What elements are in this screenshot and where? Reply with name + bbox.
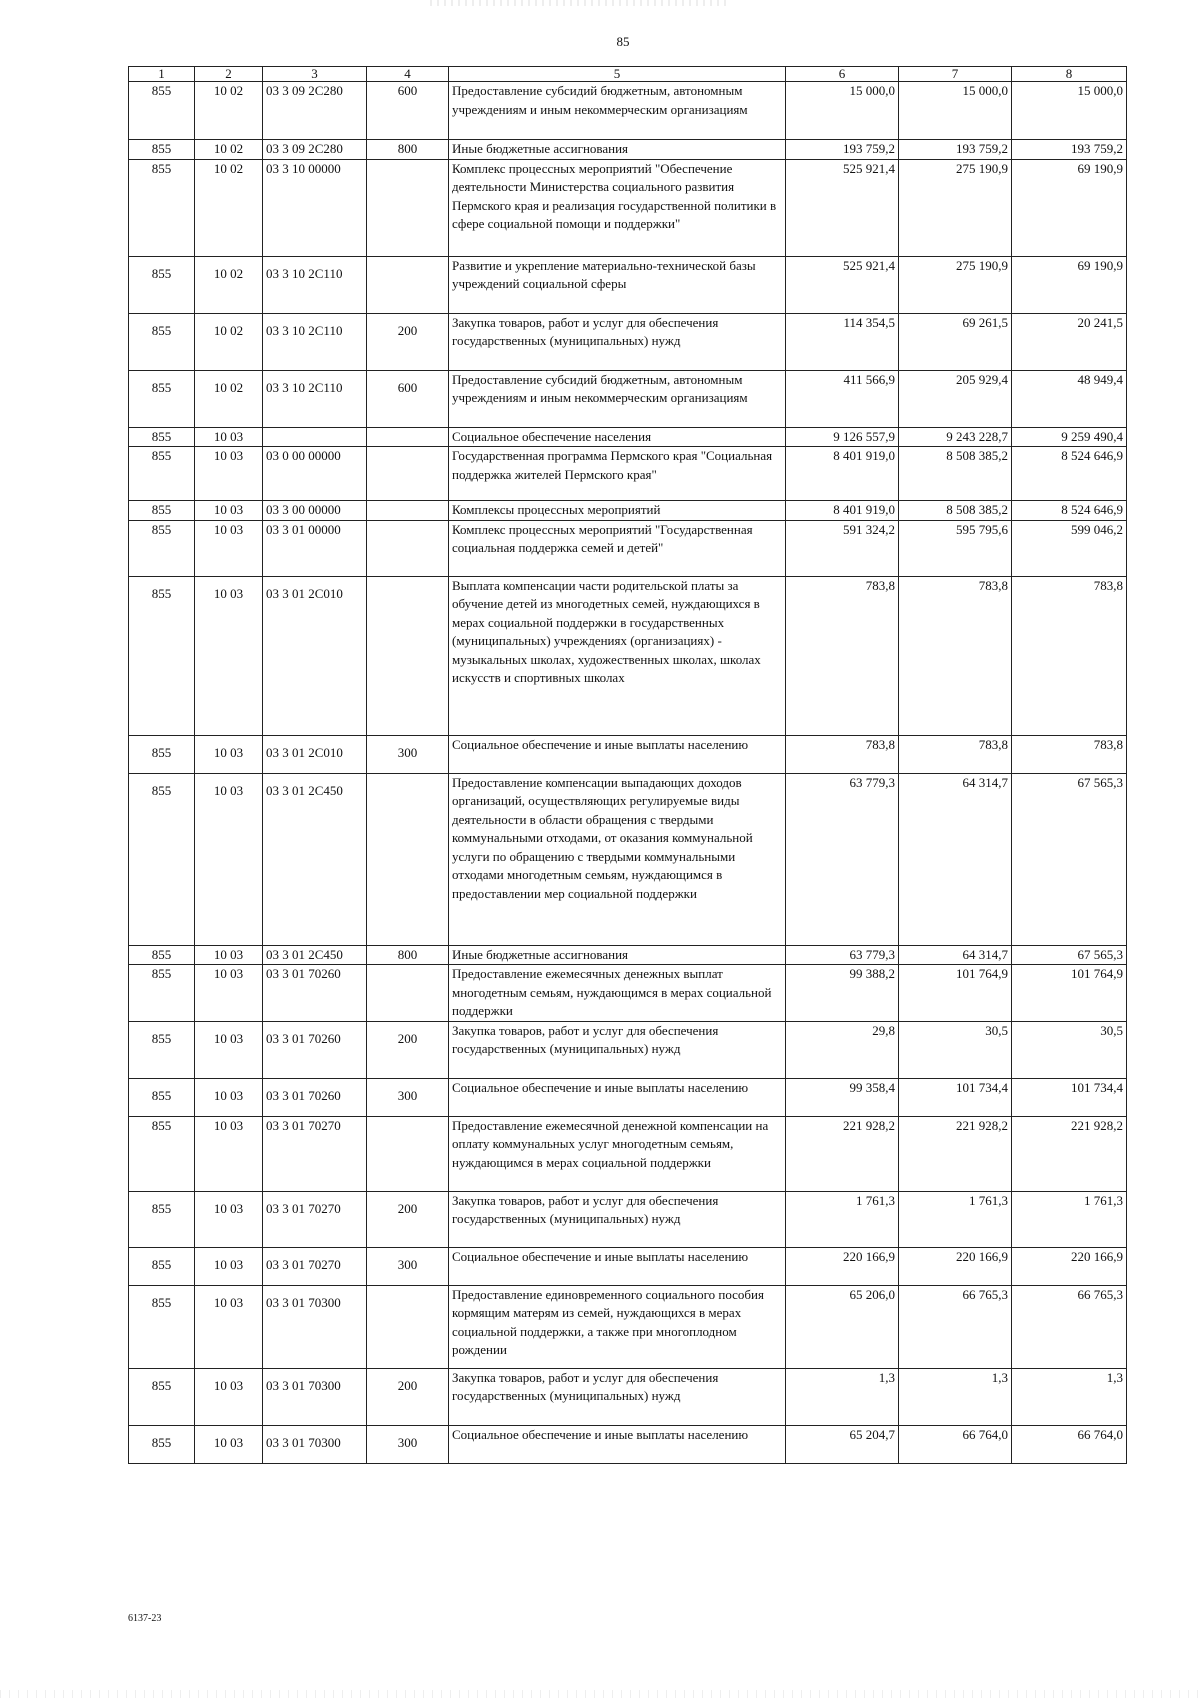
cell-amount-year3: 15 000,0 <box>1012 82 1127 140</box>
cell-amount-year2: 783,8 <box>899 735 1012 773</box>
cell-target-article: 03 3 01 70260 <box>263 1021 367 1078</box>
cell-name: Иные бюджетные ассигнования <box>449 945 786 965</box>
cell-expense-type <box>367 447 449 501</box>
cell-gr: 855 <box>129 370 195 427</box>
cell-section: 10 03 <box>195 501 263 521</box>
cell-target-article: 03 3 01 70270 <box>263 1116 367 1191</box>
cell-amount-year1: 29,8 <box>786 1021 899 1078</box>
cell-amount-year1: 525 921,4 <box>786 256 899 313</box>
cell-expense-type: 200 <box>367 1191 449 1247</box>
table-row <box>129 1078 1127 1116</box>
cell-gr: 855 <box>129 1021 195 1078</box>
cell-expense-type <box>367 501 449 521</box>
cell-amount-year1: 114 354,5 <box>786 313 899 370</box>
cell-amount-year1: 193 759,2 <box>786 140 899 160</box>
table-body <box>129 82 1127 1464</box>
cell-name: Закупка товаров, работ и услуг для обеспечения государственных (муниципальных) нужд <box>449 1368 786 1425</box>
cell-amount-year3: 783,8 <box>1012 735 1127 773</box>
cell-amount-year3: 221 928,2 <box>1012 1116 1127 1191</box>
cell-target-article: 03 3 01 2C450 <box>263 945 367 965</box>
cell-amount-year3: 101 764,9 <box>1012 965 1127 1022</box>
cell-section: 10 03 <box>195 773 263 945</box>
cell-section: 10 03 <box>195 520 263 576</box>
cell-name: Комплекс процессных мероприятий "Обеспечение деятельности Министерства социального развития Пермского края и реализация государственной политики в сфере социальной помощи и поддержки" <box>449 159 786 256</box>
header-row <box>129 67 1127 82</box>
cell-gr: 855 <box>129 256 195 313</box>
cell-target-article: 03 3 10 2C110 <box>263 256 367 313</box>
cell-amount-year3: 599 046,2 <box>1012 520 1127 576</box>
cell-section: 10 03 <box>195 1425 263 1463</box>
header-cell: 3 <box>263 67 367 82</box>
cell-amount-year3: 8 524 646,9 <box>1012 447 1127 501</box>
cell-amount-year1: 99 388,2 <box>786 965 899 1022</box>
cell-gr: 855 <box>129 1368 195 1425</box>
cell-amount-year1: 220 166,9 <box>786 1247 899 1285</box>
cell-expense-type <box>367 427 449 447</box>
cell-section: 10 03 <box>195 1021 263 1078</box>
cell-name: Социальное обеспечение и иные выплаты населению <box>449 1078 786 1116</box>
scan-noise-top <box>430 0 730 6</box>
cell-gr: 855 <box>129 1247 195 1285</box>
cell-amount-year2: 275 190,9 <box>899 256 1012 313</box>
table-row <box>129 1425 1127 1463</box>
cell-amount-year2: 275 190,9 <box>899 159 1012 256</box>
cell-target-article: 03 3 01 70260 <box>263 1078 367 1116</box>
cell-amount-year3: 1 761,3 <box>1012 1191 1127 1247</box>
cell-expense-type: 200 <box>367 1021 449 1078</box>
cell-gr: 855 <box>129 1116 195 1191</box>
cell-amount-year1: 8 401 919,0 <box>786 501 899 521</box>
cell-amount-year3: 67 565,3 <box>1012 773 1127 945</box>
document-code: 6137-23 <box>128 1613 162 1624</box>
cell-amount-year2: 8 508 385,2 <box>899 447 1012 501</box>
cell-amount-year3: 1,3 <box>1012 1368 1127 1425</box>
cell-amount-year1: 1,3 <box>786 1368 899 1425</box>
cell-section: 10 03 <box>195 965 263 1022</box>
cell-target-article: 03 3 01 70270 <box>263 1191 367 1247</box>
cell-expense-type: 600 <box>367 370 449 427</box>
cell-amount-year1: 9 126 557,9 <box>786 427 899 447</box>
cell-amount-year1: 221 928,2 <box>786 1116 899 1191</box>
cell-section: 10 03 <box>195 576 263 735</box>
cell-amount-year2: 9 243 228,7 <box>899 427 1012 447</box>
cell-amount-year2: 783,8 <box>899 576 1012 735</box>
cell-amount-year3: 66 765,3 <box>1012 1285 1127 1368</box>
cell-name: Комплексы процессных мероприятий <box>449 501 786 521</box>
cell-amount-year3: 220 166,9 <box>1012 1247 1127 1285</box>
cell-expense-type: 300 <box>367 1425 449 1463</box>
cell-gr: 855 <box>129 576 195 735</box>
cell-section: 10 03 <box>195 1078 263 1116</box>
cell-target-article: 03 3 01 2C450 <box>263 773 367 945</box>
cell-expense-type: 800 <box>367 140 449 160</box>
cell-expense-type <box>367 576 449 735</box>
cell-section: 10 02 <box>195 370 263 427</box>
cell-amount-year1: 411 566,9 <box>786 370 899 427</box>
table-row <box>129 576 1127 735</box>
cell-gr: 855 <box>129 735 195 773</box>
cell-expense-type <box>367 159 449 256</box>
cell-amount-year2: 1,3 <box>899 1368 1012 1425</box>
cell-amount-year3: 20 241,5 <box>1012 313 1127 370</box>
cell-expense-type <box>367 773 449 945</box>
header-cell: 6 <box>786 67 899 82</box>
cell-amount-year2: 8 508 385,2 <box>899 501 1012 521</box>
cell-amount-year2: 101 764,9 <box>899 965 1012 1022</box>
table-row <box>129 140 1127 160</box>
cell-target-article: 03 3 01 70260 <box>263 965 367 1022</box>
cell-gr: 855 <box>129 313 195 370</box>
cell-amount-year2: 205 929,4 <box>899 370 1012 427</box>
cell-expense-type: 300 <box>367 1078 449 1116</box>
cell-amount-year2: 1 761,3 <box>899 1191 1012 1247</box>
header-cell: 1 <box>129 67 195 82</box>
cell-gr: 855 <box>129 520 195 576</box>
cell-section: 10 03 <box>195 1116 263 1191</box>
cell-target-article: 03 3 01 70300 <box>263 1425 367 1463</box>
cell-name: Государственная программа Пермского края "Социальная поддержка жителей Пермского края" <box>449 447 786 501</box>
cell-expense-type: 800 <box>367 945 449 965</box>
header-cell: 4 <box>367 67 449 82</box>
cell-section: 10 03 <box>195 447 263 501</box>
cell-gr: 855 <box>129 82 195 140</box>
header-cell: 2 <box>195 67 263 82</box>
cell-amount-year2: 193 759,2 <box>899 140 1012 160</box>
cell-name: Социальное обеспечение и иные выплаты населению <box>449 1425 786 1463</box>
cell-amount-year1: 65 206,0 <box>786 1285 899 1368</box>
cell-target-article: 03 3 01 70300 <box>263 1368 367 1425</box>
table-row <box>129 313 1127 370</box>
cell-gr: 855 <box>129 1425 195 1463</box>
cell-amount-year1: 525 921,4 <box>786 159 899 256</box>
cell-expense-type <box>367 520 449 576</box>
table-row <box>129 370 1127 427</box>
cell-section: 10 03 <box>195 1247 263 1285</box>
cell-gr: 855 <box>129 159 195 256</box>
cell-section: 10 03 <box>195 945 263 965</box>
cell-amount-year1: 783,8 <box>786 576 899 735</box>
cell-name: Предоставление субсидий бюджетным, автономным учреждениям и иным некоммерческим организациям <box>449 82 786 140</box>
cell-expense-type <box>367 965 449 1022</box>
cell-amount-year2: 30,5 <box>899 1021 1012 1078</box>
cell-expense-type <box>367 256 449 313</box>
cell-amount-year1: 65 204,7 <box>786 1425 899 1463</box>
cell-target-article: 03 3 01 2C010 <box>263 576 367 735</box>
scan-noise-bottom <box>0 1690 1200 1698</box>
page-number: 85 <box>616 34 630 49</box>
cell-name: Предоставление компенсации выпадающих доходов организаций, осуществляющих регулируемые виды деятельности в области обращения с твердыми коммунальными отходами, от оказания коммунальной услуги по обращению с твердыми коммунальными отходами многодетным семьям, нуждающимся в предоставлении мер социальной поддержки <box>449 773 786 945</box>
cell-target-article: 03 3 10 00000 <box>263 159 367 256</box>
cell-amount-year3: 101 734,4 <box>1012 1078 1127 1116</box>
cell-amount-year3: 9 259 490,4 <box>1012 427 1127 447</box>
cell-expense-type: 200 <box>367 1368 449 1425</box>
cell-name: Развитие и укрепление материально-технической базы учреждений социальной сферы <box>449 256 786 313</box>
cell-amount-year3: 67 565,3 <box>1012 945 1127 965</box>
cell-expense-type: 200 <box>367 313 449 370</box>
table-row <box>129 945 1127 965</box>
cell-gr: 855 <box>129 140 195 160</box>
cell-target-article: 03 3 09 2C280 <box>263 82 367 140</box>
cell-target-article: 03 0 00 00000 <box>263 447 367 501</box>
cell-amount-year3: 69 190,9 <box>1012 256 1127 313</box>
header-cell: 5 <box>449 67 786 82</box>
cell-name: Предоставление субсидий бюджетным, автономным учреждениям и иным некоммерческим организациям <box>449 370 786 427</box>
cell-amount-year1: 15 000,0 <box>786 82 899 140</box>
cell-name: Закупка товаров, работ и услуг для обеспечения государственных (муниципальных) нужд <box>449 1191 786 1247</box>
cell-gr: 855 <box>129 501 195 521</box>
table-row <box>129 773 1127 945</box>
table-row <box>129 520 1127 576</box>
budget-table <box>128 66 1127 1464</box>
cell-amount-year2: 64 314,7 <box>899 945 1012 965</box>
cell-amount-year2: 221 928,2 <box>899 1116 1012 1191</box>
table-row <box>129 735 1127 773</box>
cell-amount-year3: 30,5 <box>1012 1021 1127 1078</box>
cell-amount-year3: 66 764,0 <box>1012 1425 1127 1463</box>
cell-amount-year2: 15 000,0 <box>899 82 1012 140</box>
cell-amount-year3: 783,8 <box>1012 576 1127 735</box>
cell-name: Иные бюджетные ассигнования <box>449 140 786 160</box>
header-cell: 7 <box>899 67 1012 82</box>
cell-name: Комплекс процессных мероприятий "Государственная социальная поддержка семей и детей" <box>449 520 786 576</box>
cell-section: 10 02 <box>195 140 263 160</box>
cell-name: Предоставление ежемесячной денежной компенсации на оплату коммунальных услуг многодетным семьям, нуждающимся в мерах социальной поддержки <box>449 1116 786 1191</box>
cell-name: Предоставление единовременного социального пособия кормящим матерям из семей, нуждающихся в мерах социальной поддержки, а также при многоплодном рождении <box>449 1285 786 1368</box>
cell-amount-year2: 101 734,4 <box>899 1078 1012 1116</box>
cell-gr: 855 <box>129 1191 195 1247</box>
cell-gr: 855 <box>129 1285 195 1368</box>
cell-gr: 855 <box>129 1078 195 1116</box>
table-row <box>129 1021 1127 1078</box>
cell-name: Предоставление ежемесячных денежных выплат многодетным семьям, нуждающимся в мерах социальной поддержки <box>449 965 786 1022</box>
table-row <box>129 1368 1127 1425</box>
cell-name: Закупка товаров, работ и услуг для обеспечения государственных (муниципальных) нужд <box>449 313 786 370</box>
cell-amount-year1: 99 358,4 <box>786 1078 899 1116</box>
cell-amount-year3: 193 759,2 <box>1012 140 1127 160</box>
cell-amount-year2: 595 795,6 <box>899 520 1012 576</box>
table-row <box>129 82 1127 140</box>
cell-expense-type: 300 <box>367 735 449 773</box>
cell-amount-year1: 1 761,3 <box>786 1191 899 1247</box>
cell-target-article: 03 3 09 2C280 <box>263 140 367 160</box>
cell-name: Закупка товаров, работ и услуг для обеспечения государственных (муниципальных) нужд <box>449 1021 786 1078</box>
table-row <box>129 501 1127 521</box>
cell-amount-year2: 66 764,0 <box>899 1425 1012 1463</box>
cell-target-article <box>263 427 367 447</box>
cell-target-article: 03 3 10 2C110 <box>263 370 367 427</box>
cell-section: 10 03 <box>195 735 263 773</box>
cell-section: 10 02 <box>195 82 263 140</box>
cell-amount-year1: 63 779,3 <box>786 773 899 945</box>
cell-gr: 855 <box>129 427 195 447</box>
cell-target-article: 03 3 01 00000 <box>263 520 367 576</box>
cell-expense-type: 300 <box>367 1247 449 1285</box>
cell-amount-year3: 69 190,9 <box>1012 159 1127 256</box>
cell-gr: 855 <box>129 447 195 501</box>
table-row <box>129 427 1127 447</box>
cell-section: 10 03 <box>195 1191 263 1247</box>
cell-expense-type <box>367 1285 449 1368</box>
cell-name: Социальное обеспечение и иные выплаты населению <box>449 1247 786 1285</box>
table-row <box>129 1191 1127 1247</box>
cell-section: 10 03 <box>195 427 263 447</box>
table-row <box>129 1247 1127 1285</box>
cell-amount-year1: 63 779,3 <box>786 945 899 965</box>
cell-name: Социальное обеспечение и иные выплаты населению <box>449 735 786 773</box>
cell-amount-year2: 66 765,3 <box>899 1285 1012 1368</box>
cell-target-article: 03 3 00 00000 <box>263 501 367 521</box>
cell-gr: 855 <box>129 773 195 945</box>
table-row <box>129 256 1127 313</box>
table-row <box>129 965 1127 1022</box>
table-row <box>129 159 1127 256</box>
cell-amount-year2: 220 166,9 <box>899 1247 1012 1285</box>
table-row <box>129 1116 1127 1191</box>
cell-section: 10 03 <box>195 1368 263 1425</box>
cell-amount-year3: 8 524 646,9 <box>1012 501 1127 521</box>
cell-name: Выплата компенсации части родительской платы за обучение детей из многодетных семей, нуждающихся в мерах социальной поддержки в государственных (муниципальных) учреждениях (организациях) - музыкальных школах, художественных школах, школах искусств и спортивных школах <box>449 576 786 735</box>
cell-amount-year2: 64 314,7 <box>899 773 1012 945</box>
cell-section: 10 02 <box>195 256 263 313</box>
cell-gr: 855 <box>129 965 195 1022</box>
cell-expense-type: 600 <box>367 82 449 140</box>
cell-expense-type <box>367 1116 449 1191</box>
table-row <box>129 1285 1127 1368</box>
header-cell: 8 <box>1012 67 1127 82</box>
cell-section: 10 03 <box>195 1285 263 1368</box>
cell-amount-year1: 8 401 919,0 <box>786 447 899 501</box>
cell-name: Социальное обеспечение населения <box>449 427 786 447</box>
cell-amount-year3: 48 949,4 <box>1012 370 1127 427</box>
cell-section: 10 02 <box>195 313 263 370</box>
cell-target-article: 03 3 01 70300 <box>263 1285 367 1368</box>
cell-amount-year1: 591 324,2 <box>786 520 899 576</box>
cell-target-article: 03 3 01 2C010 <box>263 735 367 773</box>
cell-target-article: 03 3 10 2C110 <box>263 313 367 370</box>
cell-amount-year2: 69 261,5 <box>899 313 1012 370</box>
cell-gr: 855 <box>129 945 195 965</box>
cell-amount-year1: 783,8 <box>786 735 899 773</box>
cell-target-article: 03 3 01 70270 <box>263 1247 367 1285</box>
table-row <box>129 447 1127 501</box>
cell-section: 10 02 <box>195 159 263 256</box>
